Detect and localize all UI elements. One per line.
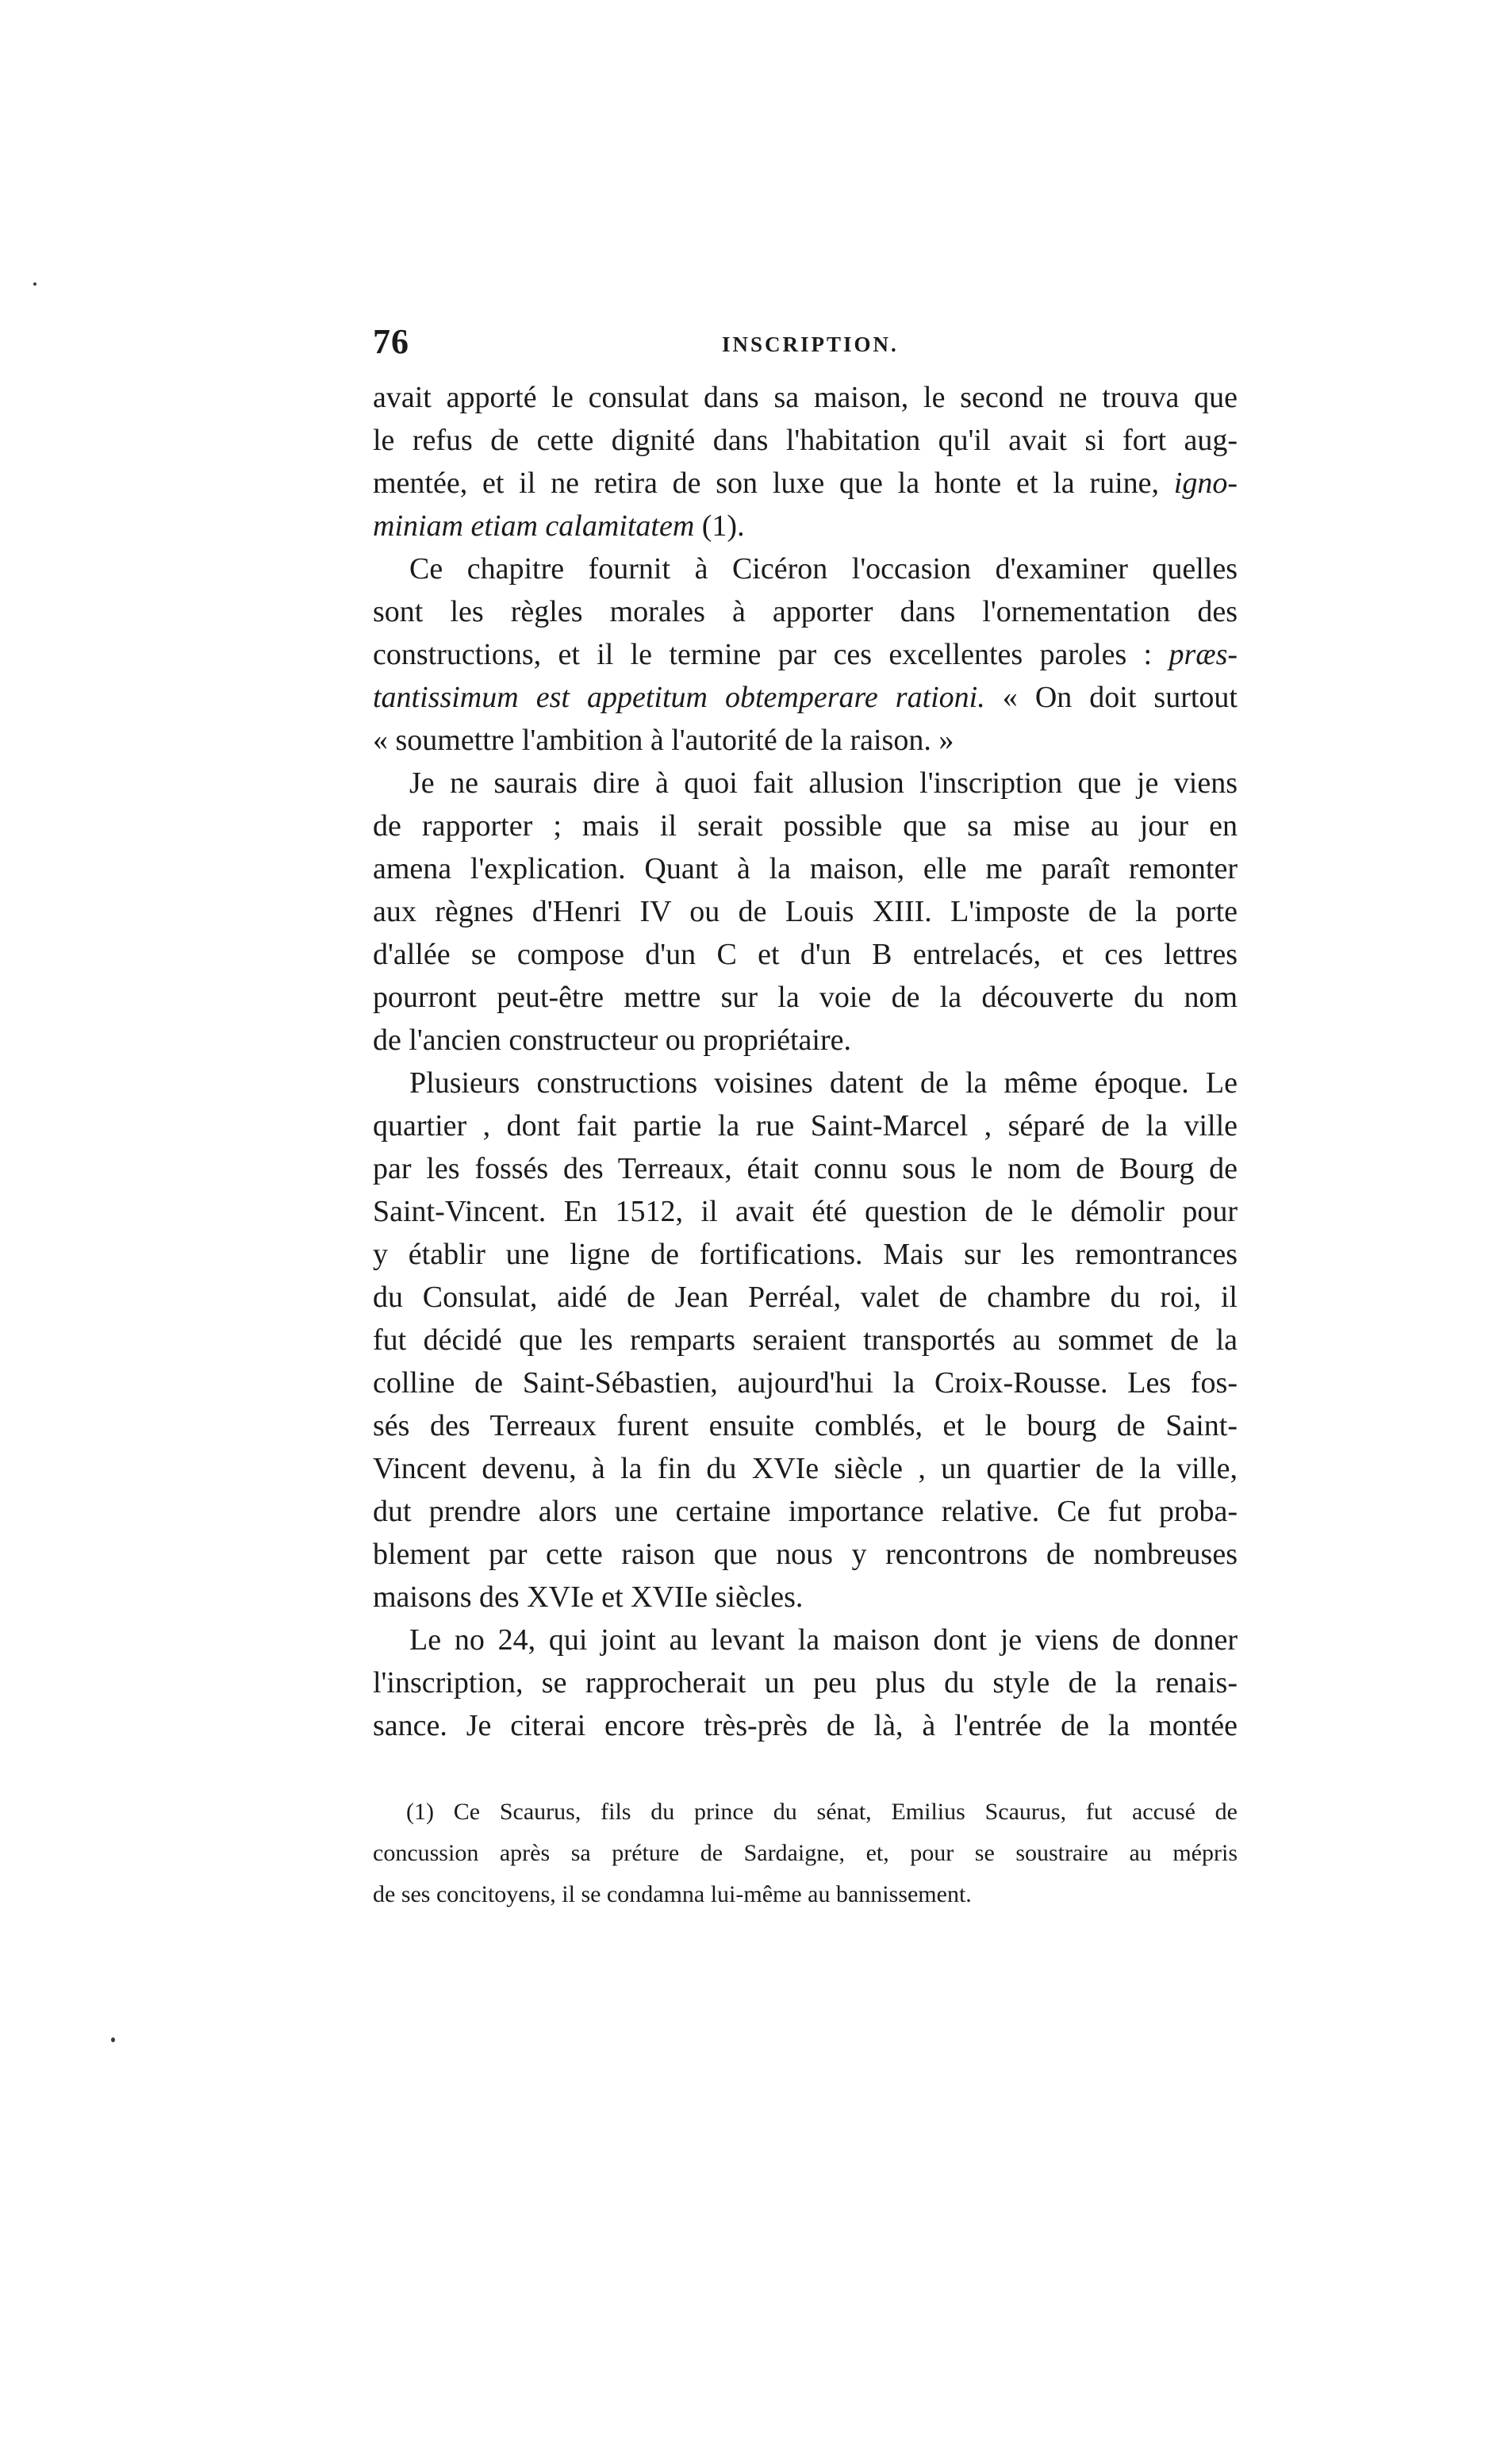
text-line: sont les règles morales à apporter dans l'ornementation des (373, 595, 1238, 628)
text-line (373, 462, 1238, 505)
latin-phrase: tantissimum est appetitum obtemperare rationi. (373, 681, 985, 714)
text-line (373, 633, 1238, 676)
text-line: y établir une ligne de fortifications. Mais sur les remontrances (373, 1238, 1238, 1271)
text-line (373, 676, 1238, 719)
text-line: fut décidé que les remparts seraient transportés au sommet de la (373, 1323, 1238, 1357)
paper-speck (33, 282, 36, 286)
running-title: INSCRIPTION. (722, 332, 899, 356)
text-line: « soumettre l'ambition à l'autorité de la raison. » (373, 724, 954, 757)
text-line: avait apporté le consulat dans sa maison, le second ne trouva que (373, 381, 1238, 414)
text-line: Saint-Vincent. En 1512, il avait été question de le démolir pour (373, 1195, 1238, 1228)
footnote-ref: (1). (701, 509, 745, 543)
text-segment: « On doit surtout (1002, 681, 1238, 714)
text-line: maisons des XVIe et XVIIe siècles. (373, 1580, 804, 1614)
page-number: 76 (373, 322, 409, 361)
latin-phrase: præs- (1169, 638, 1238, 671)
text-line: du Consulat, aidé de Jean Perréal, valet de chambre du roi, il (373, 1281, 1238, 1314)
text-segment: mentée, et il ne retira de son luxe que la honte et la ruine, (373, 467, 1160, 500)
page-header (373, 321, 1238, 369)
footnote-line: (1) Ce Scaurus, fils du prince du sénat, Emilius Scaurus, fut accusé de (406, 1799, 1238, 1825)
text-line: de rapporter ; mais il serait possible que sa mise au jour en (373, 809, 1238, 843)
paragraph-start: Plusieurs constructions voisines datent de la même époque. Le (409, 1066, 1238, 1100)
text-line: par les fossés des Terreaux, était connu sous le nom de Bourg de (373, 1152, 1238, 1185)
text-line (373, 505, 1238, 547)
text-line: amena l'explication. Quant à la maison, elle me paraît remonter (373, 852, 1238, 885)
footnote-line: de ses concitoyens, il se condamna lui-même au bannissement. (373, 1881, 972, 1907)
text-line: sance. Je citerai encore très-près de là, à l'entrée de la montée (373, 1709, 1238, 1742)
text-line: pourront peut-être mettre sur la voie de la découverte du nom (373, 981, 1238, 1014)
latin-phrase: miniam etiam calamitatem (373, 509, 695, 543)
text-line: sés des Terreaux furent ensuite comblés, et le bourg de Saint- (373, 1409, 1238, 1442)
text-line: quartier , dont fait partie la rue Saint-Marcel , séparé de la ville (373, 1109, 1238, 1143)
paper-speck (111, 2037, 115, 2042)
text-line: d'allée se compose d'un C et d'un B entrelacés, et ces lettres (373, 938, 1238, 971)
footnote (373, 1792, 1238, 1915)
text-line: l'inscription, se rapprocherait un peu plus du style de la renais- (373, 1666, 1238, 1699)
paragraph-start: Je ne saurais dire à quoi fait allusion l'inscription que je viens (409, 766, 1238, 800)
text-line: dut prendre alors une certaine importance relative. Ce fut proba- (373, 1495, 1238, 1528)
text-segment: constructions, et il le termine par ces excellentes paroles : (373, 638, 1153, 671)
paragraph-start: Le no 24, qui joint au levant la maison dont je viens de donner (409, 1623, 1238, 1657)
latin-phrase: igno- (1173, 467, 1238, 500)
body-text (373, 376, 1238, 1747)
paragraph-start: Ce chapitre fournit à Cicéron l'occasion d'examiner quelles (409, 552, 1238, 586)
text-line: aux règnes d'Henri IV ou de Louis XIII. L'imposte de la porte (373, 895, 1238, 928)
text-line: Vincent devenu, à la fin du XVIe siècle , un quartier de la ville, (373, 1452, 1238, 1485)
text-line: de l'ancien constructeur ou propriétaire. (373, 1023, 851, 1057)
footnote-line: concussion après sa préture de Sardaigne, et, pour se soustraire au mépris (373, 1840, 1238, 1866)
text-line: le refus de cette dignité dans l'habitation qu'il avait si fort aug- (373, 424, 1238, 457)
text-line: blement par cette raison que nous y rencontrons de nombreuses (373, 1538, 1238, 1571)
text-line: colline de Saint-Sébastien, aujourd'hui la Croix-Rousse. Les fos- (373, 1366, 1238, 1400)
